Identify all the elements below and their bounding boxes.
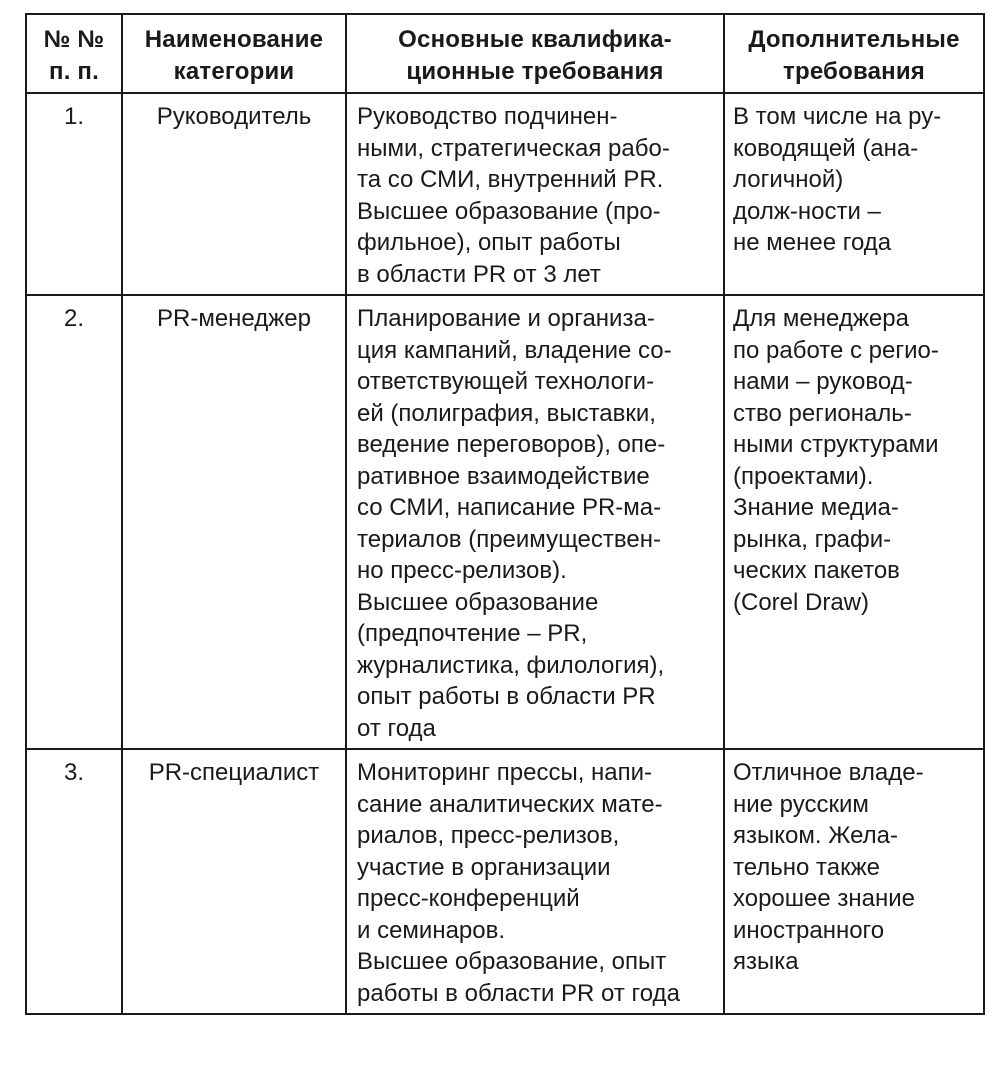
additional-requirements-line: логичной): [733, 166, 844, 193]
additional-requirements-line: В том числе на ру-: [733, 103, 942, 130]
main-requirements-line: ративное взаимодействие: [357, 462, 650, 490]
main-requirements-line: Планирование и организа-: [357, 305, 655, 332]
header-number: [26, 14, 122, 93]
main-requirements-line: но пресс-релизов).: [357, 557, 567, 584]
main-requirements-line: и семинаров.: [357, 916, 506, 944]
additional-requirements-line: (Corel Draw): [733, 588, 870, 616]
header-main-requirements: [346, 14, 724, 93]
header-category: [122, 14, 346, 93]
header-category-line: Наименование: [144, 26, 324, 53]
table-row: [26, 749, 984, 1014]
header-additional-line: Дополнительные: [748, 26, 960, 53]
main-requirements-line: пресс-конференций: [357, 885, 580, 912]
main-requirements-line: Высшее образование: [357, 588, 599, 616]
additional-requirements: [724, 749, 984, 1014]
main-requirements: [346, 749, 724, 1014]
additional-requirements-line: Для менеджера: [733, 305, 909, 332]
additional-requirements-line: ческих пакетов: [733, 557, 900, 584]
main-requirements-line: работы в области PR от года: [357, 979, 680, 1007]
main-requirements-line: Высшее образование, опыт: [357, 948, 667, 975]
main-requirements-line: журналистика, филология),: [357, 651, 665, 679]
category-name-text: PR-менеджер: [156, 305, 311, 332]
row-number: [26, 295, 122, 749]
additional-requirements-line: долж-ности –: [733, 197, 881, 225]
additional-requirements-line: Знание медиа-: [733, 494, 899, 521]
header-main-line: ционные требования: [406, 57, 664, 85]
requirements-table: [25, 13, 985, 1015]
main-requirements-line: риалов, пресс-релизов,: [357, 822, 620, 849]
additional-requirements: [724, 93, 984, 295]
main-requirements-line: Мониторинг прессы, напи-: [357, 759, 653, 786]
additional-requirements-line: по работе с регио-: [733, 336, 939, 364]
additional-requirements-line: иностранного: [733, 916, 885, 944]
main-requirements-line: опыт работы в области PR: [357, 683, 656, 710]
main-requirements-line: ей (полиграфия, выставки,: [357, 399, 656, 427]
category-name: [122, 93, 346, 295]
header-number-line: п. п.: [49, 57, 99, 85]
header-additional-line: требования: [783, 57, 925, 85]
main-requirements: [346, 295, 724, 749]
main-requirements-line: сание аналитических мате-: [357, 790, 663, 818]
main-requirements-line: териалов (преимуществен-: [357, 525, 661, 553]
row-number-text: 3.: [63, 759, 84, 786]
header-main-line: Основные квалифика-: [398, 26, 672, 53]
additional-requirements-line: нами – руковод-: [733, 368, 913, 395]
additional-requirements-line: Отличное владе-: [733, 759, 924, 786]
main-requirements-line: в области PR от 3 лет: [357, 260, 601, 288]
row-number: [26, 749, 122, 1014]
additional-requirements-line: языка: [733, 948, 799, 975]
additional-requirements-line: рынка, графи-: [733, 525, 892, 553]
additional-requirements-line: хорошее знание: [733, 885, 916, 912]
category-name-text: Руководитель: [156, 103, 312, 130]
main-requirements-line: от года: [357, 714, 436, 742]
additional-requirements-line: языком. Жела-: [733, 822, 898, 849]
main-requirements-line: ответствующей технологи-: [357, 368, 655, 395]
main-requirements-line: ными, стратегическая рабо-: [357, 134, 670, 162]
main-requirements-line: (предпочтение – PR,: [357, 620, 588, 647]
header-row: [26, 14, 984, 93]
main-requirements-line: участие в организации: [357, 853, 611, 881]
category-name: [122, 295, 346, 749]
header-category-line: категории: [173, 57, 295, 85]
main-requirements-line: Высшее образование (про-: [357, 197, 661, 225]
additional-requirements-line: тельно также: [733, 853, 881, 881]
additional-requirements-line: ство региональ-: [733, 399, 912, 427]
main-requirements-line: со СМИ, написание PR-ма-: [357, 494, 662, 521]
main-requirements-line: ведение переговоров), опе-: [357, 431, 666, 458]
main-requirements-line: фильное), опыт работы: [357, 229, 621, 256]
category-name-text: PR-специалист: [148, 759, 320, 786]
main-requirements-line: Руководство подчинен-: [357, 103, 618, 130]
table-row: [26, 93, 984, 295]
table-row: [26, 295, 984, 749]
additional-requirements-line: ными структурами: [733, 431, 939, 458]
main-requirements-line: ция кампаний, владение со-: [357, 336, 672, 364]
additional-requirements-line: ководящей (ана-: [733, 134, 919, 162]
table-body: [26, 93, 984, 1014]
row-number-text: 2.: [63, 305, 84, 332]
header-additional-requirements: [724, 14, 984, 93]
row-number: [26, 93, 122, 295]
additional-requirements: [724, 295, 984, 749]
category-name: [122, 749, 346, 1014]
main-requirements-line: та со СМИ, внутренний PR.: [357, 166, 664, 193]
main-requirements: [346, 93, 724, 295]
additional-requirements-line: ние русским: [733, 790, 869, 818]
additional-requirements-line: не менее года: [733, 229, 892, 256]
header-number-line: № №: [43, 26, 105, 53]
row-number-text: 1.: [63, 103, 84, 130]
additional-requirements-line: (проектами).: [733, 462, 874, 490]
